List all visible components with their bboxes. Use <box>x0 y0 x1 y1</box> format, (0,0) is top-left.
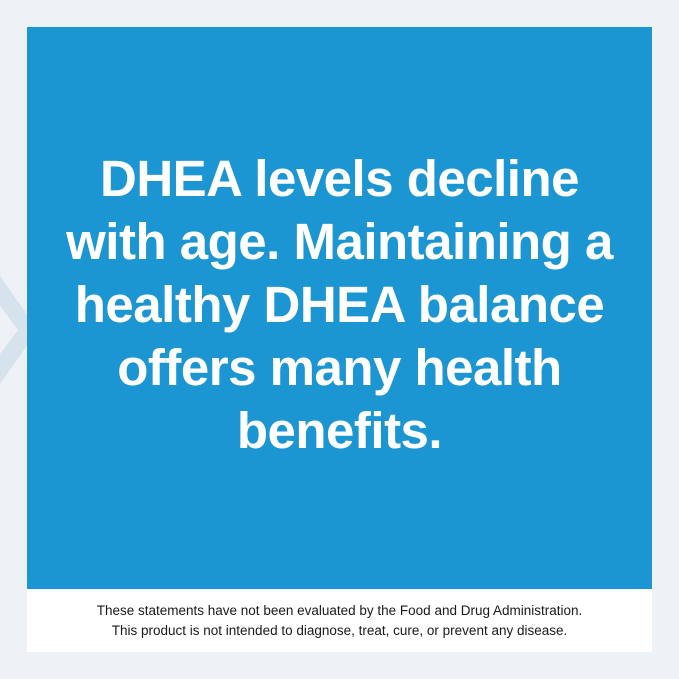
disclaimer-banner <box>27 589 652 652</box>
disclaimer-line-1: These statements have not been evaluated by the Food and Drug Administration. <box>96 602 583 618</box>
disclaimer-line-2: This product is not intended to diagnose, treat, cure, or prevent any disease. <box>111 622 568 638</box>
page-title: DHEA levels decline with age. Maintaining a healthy DHEA balance offers many health benefits. <box>66 149 613 459</box>
headline-container <box>27 27 652 587</box>
headline-panel <box>27 27 652 652</box>
